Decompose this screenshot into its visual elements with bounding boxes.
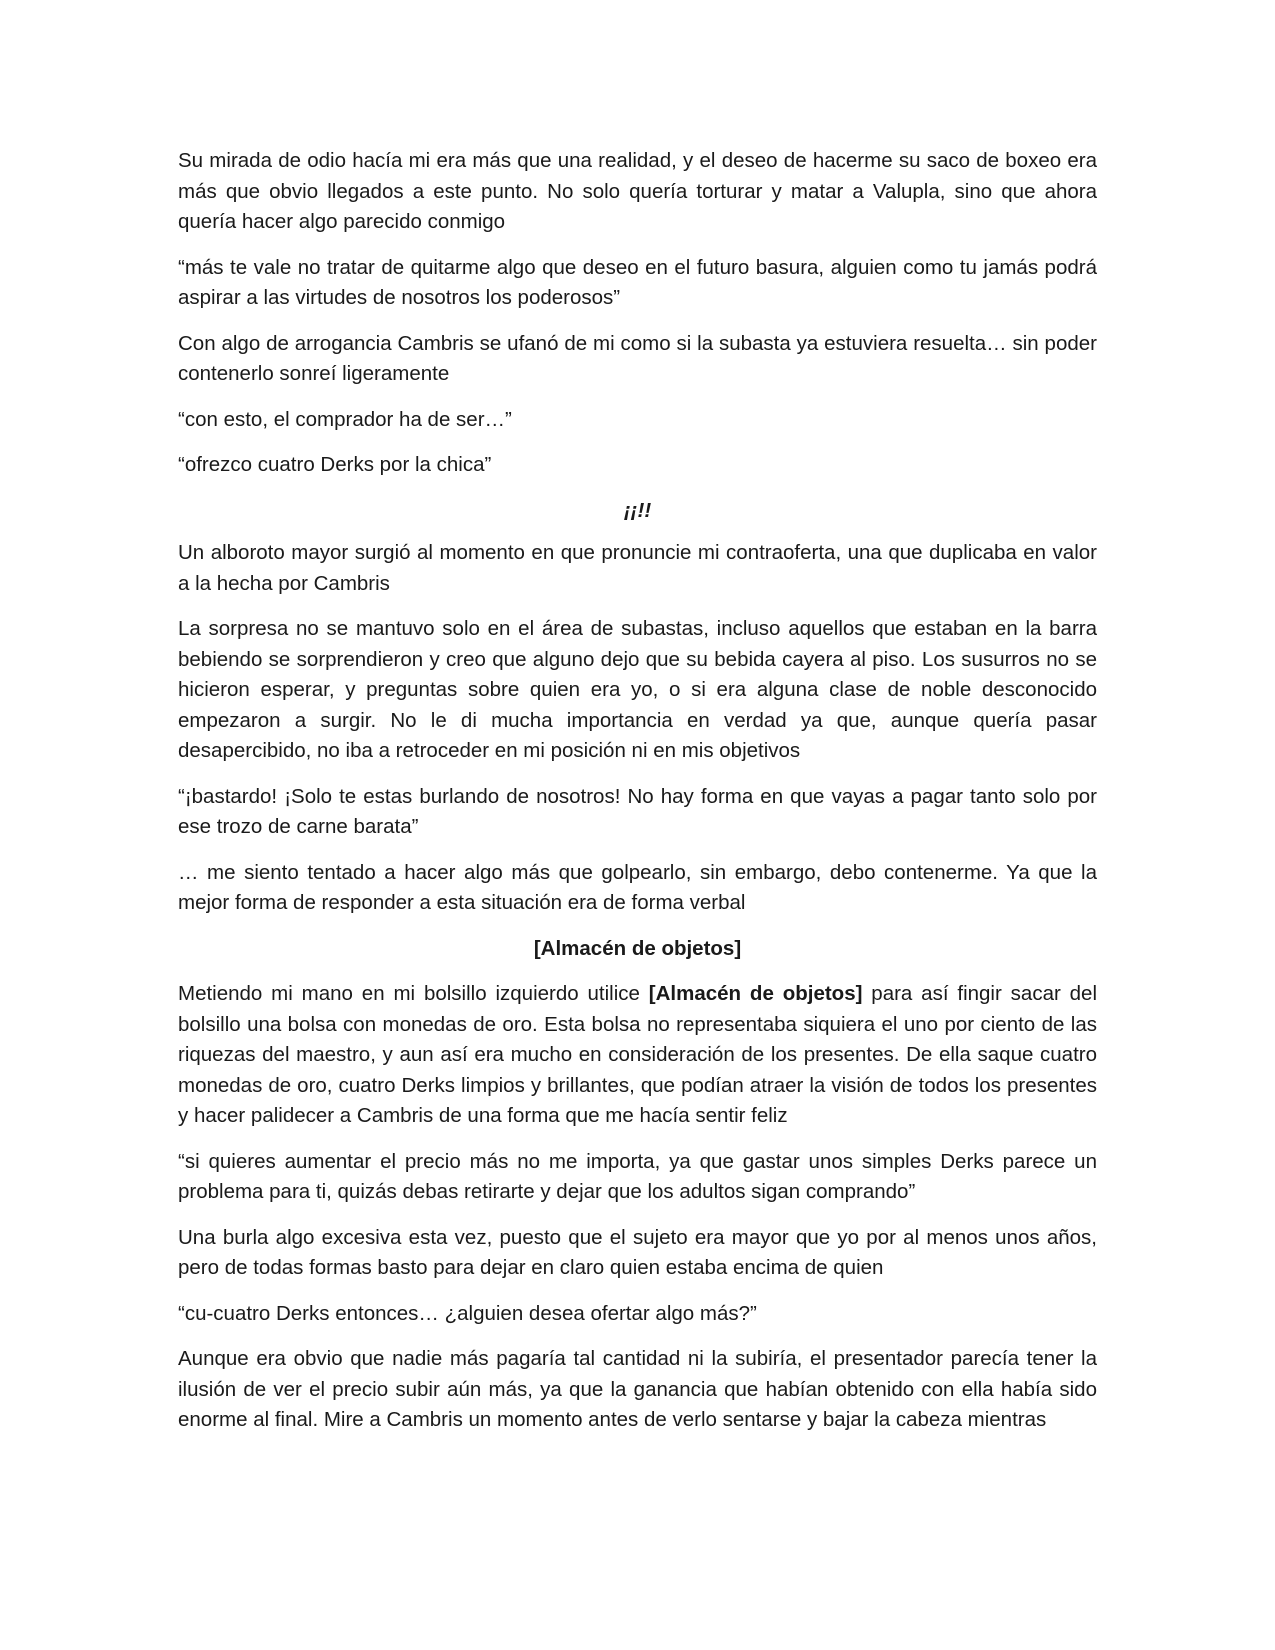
paragraph-10-end: para así fingir sacar del bolsillo una bolsa con monedas de oro. Esta bolsa no representaba siquiera el uno por ciento de las riquezas del maestro, y aun así era mucho en consideración de los presentes. De ella saque cuatro monedas de oro, cuatro Derks limpios y brillantes, que podían atraer la visión de todos los presentes y hacer palidecer a Cambris de una forma que me hacía sentir feliz bbox=[178, 982, 1098, 1127]
paragraph-1: Su mirada de odio hacía mi era más que una realidad, y el deseo de hacerme su saco de boxeo era más que obvio llegados a este punto. No solo quería torturar y matar a Valupla, sino que ahora quería hacer algo parecido conmigo bbox=[178, 149, 1097, 233]
paragraph-9: … me siento tentado a hacer algo más que golpearlo, sin embargo, debo contenerme. Ya que la mejor forma de responder a esta situación era de forma verbal bbox=[178, 860, 1097, 914]
paragraph-5: “ofrezco cuatro Derks por la chica” bbox=[178, 453, 492, 476]
paragraph-13: “cu-cuatro Derks entonces… ¿alguien desea ofertar algo más?” bbox=[178, 1301, 757, 1325]
paragraph-8: “¡bastardo! ¡Solo te estas burlando de nosotros! No hay forma en que vayas a pagar tanto solo por ese trozo de carne barata” bbox=[178, 784, 1097, 838]
paragraph-10-start: Metiendo mi mano en mi bolsillo izquierdo utilice bbox=[178, 982, 649, 1005]
document-body bbox=[178, 146, 1097, 1451]
paragraph-14: Aunque era obvio que nadie más pagaría tal cantidad ni la subiría, el presentador parecía tener la ilusión de ver el precio subir aún más, ya que la ganancia que habían obtenido con ella había sido enorme al final. Mire a Cambris un momento antes de verlo sentarse y bajar la cabeza mientras bbox=[178, 1347, 1097, 1431]
paragraph-6: Un alboroto mayor surgió al momento en que pronuncie mi contraoferta, una que duplicaba en valor a la hecha por Cambris bbox=[178, 541, 1097, 595]
skill-name: [Almacén de objetos] bbox=[648, 982, 863, 1005]
paragraph-11: “si quieres aumentar el precio más no me importa, ya que gastar unos simples Derks parece un problema para ti, quizás debas retirarte y dejar que los adultos sigan comprando” bbox=[178, 1149, 1097, 1203]
section-heading: [Almacén de objetos] bbox=[533, 936, 742, 960]
paragraph-4: “con esto, el comprador ha de ser…” bbox=[178, 407, 512, 431]
paragraph-3: Con algo de arrogancia Cambris se ufanó de mi como si la subasta ya estuviera resuelta… sin poder contenerlo sonreí ligeramente bbox=[178, 331, 1097, 385]
paragraph-12: Una burla algo excesiva esta vez, puesto que el sujeto era mayor que yo por al menos unos años, pero de todas formas basto para dejar en claro quien estaba encima de quien bbox=[178, 1225, 1097, 1279]
exclamation-mark: ¡¡!! bbox=[623, 498, 652, 522]
paragraph-7: La sorpresa no se mantuvo solo en el área de subastas, incluso aquellos que estaban en la barra bebiendo se sorprendieron y creo que alguno dejo que su bebida cayera al piso. Los susurros no se hicieron esperar, y preguntas sobre quien era yo, o si era alguna clase de noble desconocido empezaron a surgir. No le di mucha importancia en verdad ya que, aunque quería pasar desapercibido, no iba a retroceder en mi posición ni en mis objetivos bbox=[178, 617, 1097, 762]
paragraph-2: “más te vale no tratar de quitarme algo que deseo en el futuro basura, alguien como tu jamás podrá aspirar a las virtudes de nosotros los poderosos” bbox=[178, 255, 1097, 309]
paragraph-10 bbox=[178, 979, 1097, 1132]
